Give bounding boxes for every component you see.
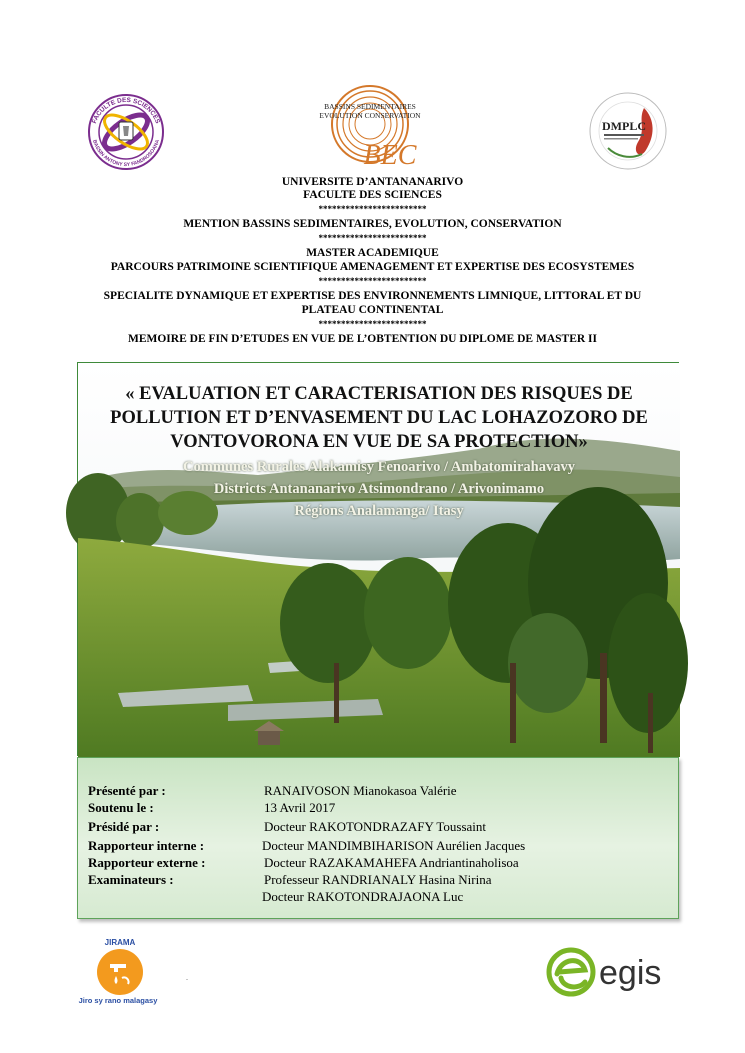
jury-value-defended-on: 13 Avril 2017 bbox=[264, 800, 336, 815]
districts-line: Districts Antananarivo Atsimondrano / Arivonimamo bbox=[213, 481, 545, 497]
separator-stars: ************************ bbox=[318, 204, 427, 214]
separator-stars: ************************ bbox=[318, 276, 427, 286]
jury-label-presented-by: Présenté par : bbox=[88, 783, 166, 798]
jury-label-external-reporter: Rapporteur externe : bbox=[88, 855, 206, 870]
jury-label-defended-on: Soutenu le : bbox=[88, 800, 154, 815]
jirama-logo-name: JIRAMA bbox=[104, 938, 136, 947]
jury-label-chaired-by: Présidé par : bbox=[88, 819, 160, 834]
jury-value-examiner-2: Docteur RAKOTONDRAJAONA Luc bbox=[262, 889, 464, 904]
jury-label-examiners: Examinateurs : bbox=[88, 872, 174, 887]
faculty-of-sciences-logo bbox=[84, 92, 168, 172]
jirama-logo bbox=[70, 936, 188, 1006]
specialite-line-2: PLATEAU CONTINENTAL bbox=[301, 304, 444, 316]
jury-value-chaired-by: Docteur RAKOTONDRAZAFY Toussaint bbox=[264, 819, 487, 834]
faculty-logo-bottom-text: BASSIN ANTONY SY FANDROSOANA bbox=[91, 139, 161, 169]
dmplc-logo-text: DMPLC bbox=[602, 119, 646, 133]
jury-label-internal-reporter: Rapporteur interne : bbox=[88, 838, 205, 853]
title-photo-panel bbox=[77, 362, 679, 756]
thesis-title-line-3: VONTOVORONA EN VUE DE SA PROTECTION» bbox=[170, 432, 588, 452]
master-line: MASTER ACADEMIQUE bbox=[306, 247, 439, 259]
jury-value-external-reporter: Docteur RAZAKAMAHEFA Andriantinaholisoa bbox=[264, 855, 519, 870]
jury-value-examiner-1: Professeur RANDRIANALY Hasina Nirina bbox=[264, 872, 492, 887]
communes-line: Communes Rurales Alakamisy Fenoarivo / Ambatomirahavavy bbox=[183, 459, 575, 475]
parcours-line: PARCOURS PATRIMOINE SCIENTIFIQUE AMENAGEMENT ET EXPERTISE DES ECOSYSTEMES bbox=[110, 261, 635, 273]
bec-logo-line2: EVOLUTION CONSERVATION bbox=[319, 111, 421, 120]
svg-text:-: - bbox=[186, 977, 188, 983]
university-name: UNIVERSITE D’ANTANANARIVO bbox=[281, 176, 464, 188]
bec-logo-line1: BASSINS SEDIMENTAIRES bbox=[324, 102, 416, 111]
regions-line: Régions Analamanga/ Itasy bbox=[294, 503, 464, 519]
specialite-line-1: SPECIALITE DYNAMIQUE ET EXPERTISE DES ENVIRONNEMENTS LIMNIQUE, LITTORAL ET DU bbox=[103, 290, 642, 302]
egis-logo-name: egis bbox=[599, 954, 662, 992]
separator-stars: ************************ bbox=[318, 319, 427, 329]
faculty-name: FACULTE DES SCIENCES bbox=[303, 189, 442, 201]
bec-logo-mark: BEC bbox=[363, 140, 417, 171]
mention-line: MENTION BASSINS SEDIMENTAIRES, EVOLUTION, CONSERVATION bbox=[183, 218, 562, 230]
faculty-logo-top-text: FACULTE DES SCIENCES bbox=[90, 96, 162, 125]
jury-value-presented-by: RANAIVOSON Mianokasoa Valérie bbox=[264, 783, 457, 798]
thesis-title-line-1: « EVALUATION ET CARACTERISATION DES RISQUES DE bbox=[125, 384, 633, 404]
separator-stars: ************************ bbox=[318, 233, 427, 243]
thesis-title-line-2: POLLUTION ET D’ENVASEMENT DU LAC LOHAZOZORO DE bbox=[110, 408, 648, 428]
dmplc-logo bbox=[586, 90, 670, 172]
bec-logo bbox=[295, 84, 445, 170]
egis-logo bbox=[543, 944, 683, 1000]
jury-value-internal-reporter: Docteur MANDIMBIHARISON Aurélien Jacques bbox=[262, 838, 526, 853]
memoire-line: MEMOIRE DE FIN D’ETUDES EN VUE DE L’OBTENTION DU DIPLOME DE MASTER II bbox=[127, 333, 597, 345]
jirama-logo-tagline: Jiro sy rano malagasy bbox=[78, 996, 158, 1005]
jury-panel bbox=[77, 757, 679, 919]
